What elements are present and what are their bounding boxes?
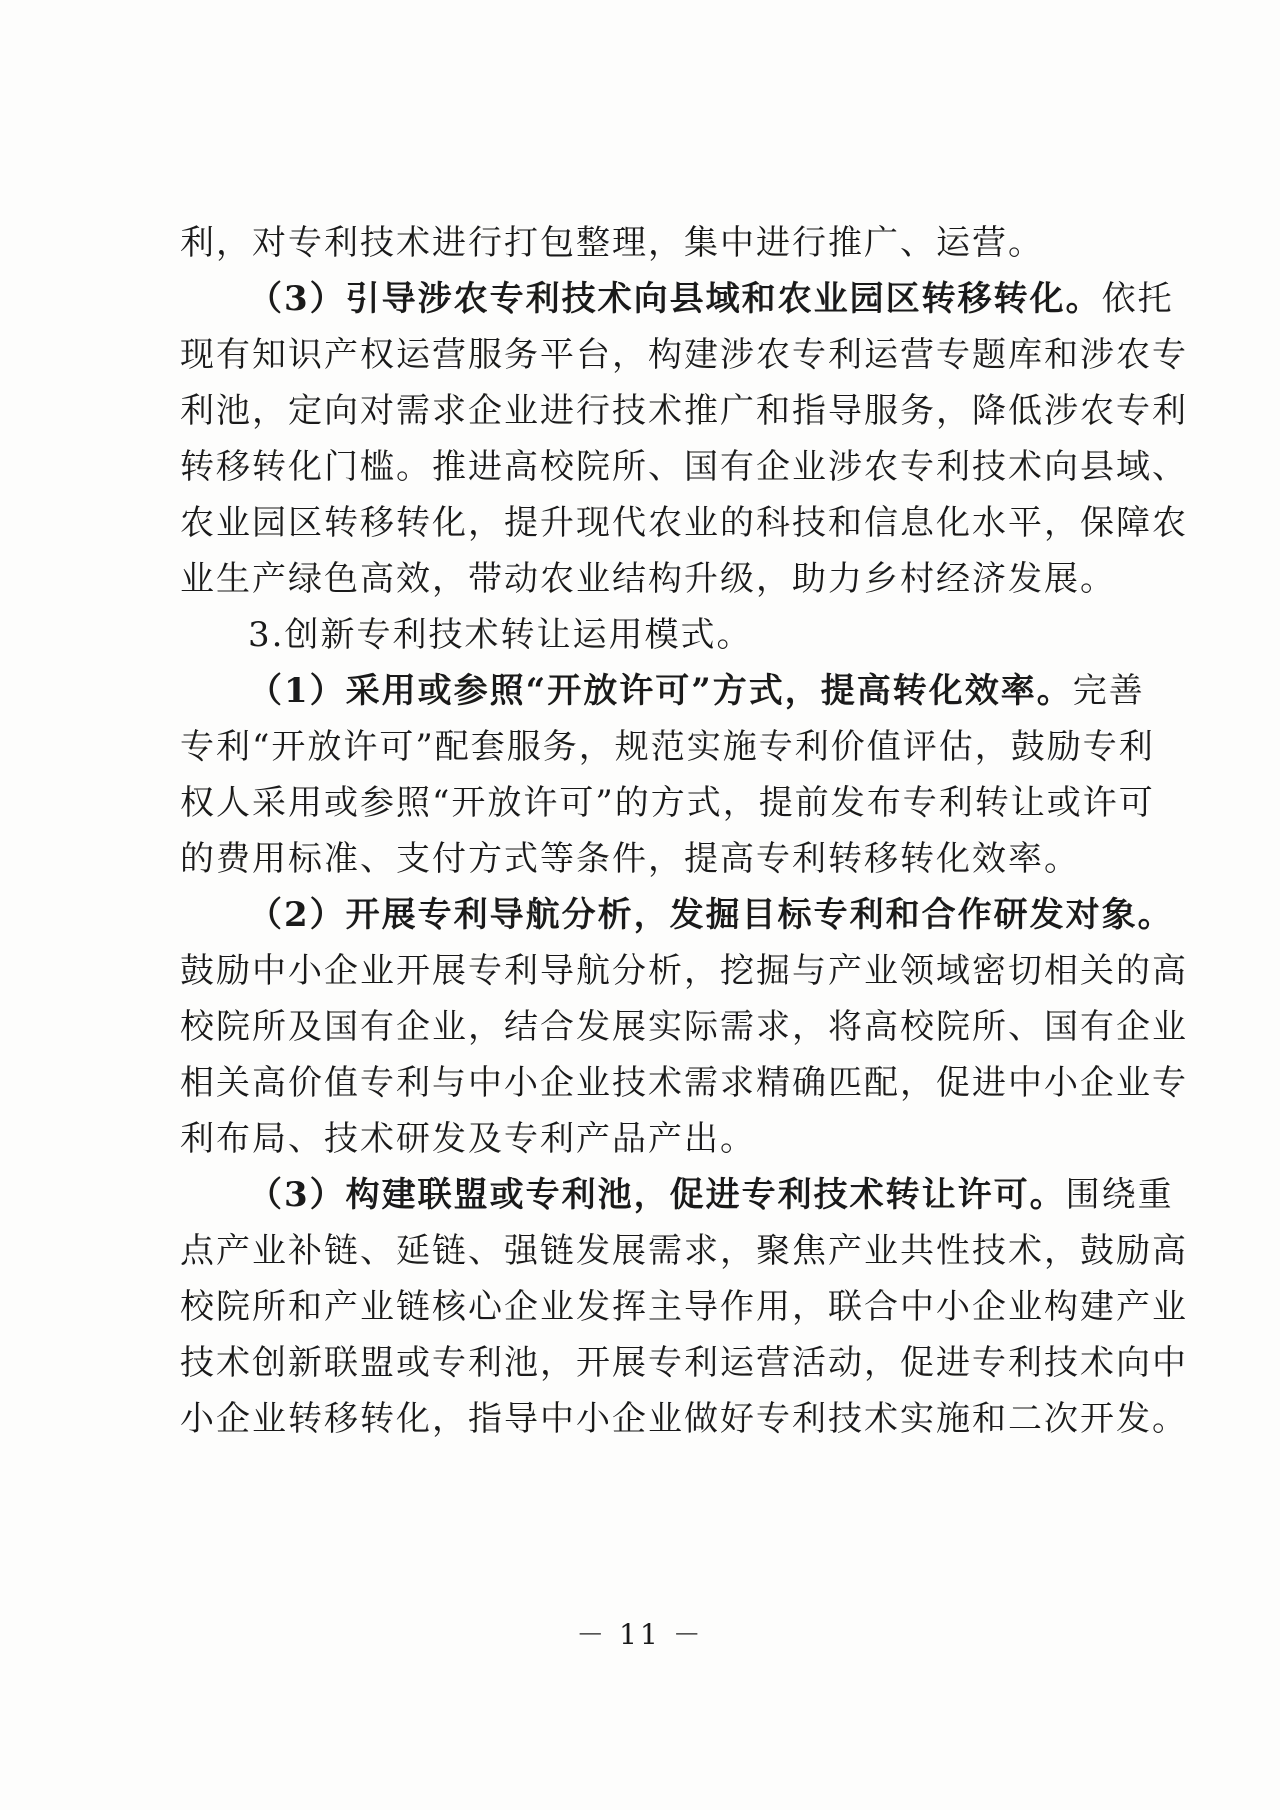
line-text: 利布局、技术研发及专利产品产出。: [180, 1119, 756, 1159]
text-line: [180, 839, 1080, 879]
line-text: 业生产绿色高效，带动农业结构升级，助力乡村经济发展。: [180, 559, 1116, 599]
text-line: [180, 391, 1188, 431]
line-text: 的费用标准、支付方式等条件，提高专利转移转化效率。: [180, 839, 1080, 879]
line-text: 现有知识产权运营服务平台，构建涉农专利运营专题库和涉农专: [180, 335, 1188, 375]
line-text: 转移转化门槛。推进高校院所、国有企业涉农专利技术向县域、: [180, 447, 1188, 487]
line-text: 利池，定向对需求企业进行技术推广和指导服务，降低涉农专利: [180, 391, 1188, 431]
text-line: [180, 1119, 756, 1159]
text-line: [180, 1287, 1188, 1327]
text-line: [180, 1231, 1188, 1271]
text-line: [180, 447, 1188, 487]
text-line: [180, 951, 1188, 991]
subsection-heading: （3）构建联盟或专利池，促进专利技术转让许可。: [248, 1175, 1066, 1215]
line-text: 农业园区转移转化，提升现代农业的科技和信息化水平，保障农: [180, 503, 1188, 543]
line-text: 利，对专利技术进行打包整理，集中进行推广、运营。: [180, 223, 1044, 263]
subsection-heading-line: [180, 671, 1145, 711]
section-heading-line: [180, 615, 752, 655]
subsection-heading-line: [180, 1175, 1174, 1215]
subsection-heading: （1）采用或参照“开放许可”方式，提高转化效率。: [248, 671, 1073, 711]
subsection-heading: （3）引导涉农专利技术向县域和农业园区转移转化。: [248, 279, 1102, 319]
line-text: 完善: [1072, 671, 1145, 711]
text-line: [180, 783, 1155, 823]
text-line: [180, 559, 1116, 599]
line-text: 技术创新联盟或专利池，开展专利运营活动，促进专利技术向中: [180, 1343, 1188, 1383]
line-text: 依托: [1101, 279, 1174, 319]
line-text: 小企业转移转化，指导中小企业做好专利技术实施和二次开发。: [180, 1399, 1188, 1439]
line-text: 校院所及国有企业，结合发展实际需求，将高校院所、国有企业: [180, 1007, 1188, 1047]
text-line: [180, 223, 1044, 263]
line-text: 点产业补链、延链、强链发展需求，聚焦产业共性技术，鼓励高: [180, 1231, 1188, 1271]
line-text: 相关高价值专利与中小企业技术需求精确匹配，促进中小企业专: [180, 1063, 1188, 1103]
text-line: [180, 1063, 1188, 1103]
line-text: 校院所和产业链核心企业发挥主导作用，联合中小企业构建产业: [180, 1287, 1188, 1327]
text-line: [180, 1399, 1188, 1439]
subsection-heading-line: [180, 279, 1174, 319]
line-text: 围绕重: [1065, 1175, 1174, 1215]
page-number: － 11 －: [576, 1618, 704, 1651]
line-text: 权人采用或参照“开放许可”的方式，提前发布专利转让或许可: [180, 783, 1155, 823]
text-line: [180, 335, 1188, 375]
text-line: [180, 503, 1188, 543]
subsection-heading: （2）开展专利导航分析，发掘目标专利和合作研发对象。: [248, 895, 1174, 935]
text-line: [180, 727, 1155, 767]
text-line: [180, 1343, 1188, 1383]
text-line: [180, 1007, 1188, 1047]
line-text: 鼓励中小企业开展专利导航分析，挖掘与产业领域密切相关的高: [180, 951, 1188, 991]
section-heading: 3.创新专利技术转让运用模式。: [248, 615, 753, 655]
line-text: 专利“开放许可”配套服务，规范实施专利价值评估，鼓励专利: [180, 727, 1155, 767]
subsection-heading-line: [180, 895, 1174, 935]
